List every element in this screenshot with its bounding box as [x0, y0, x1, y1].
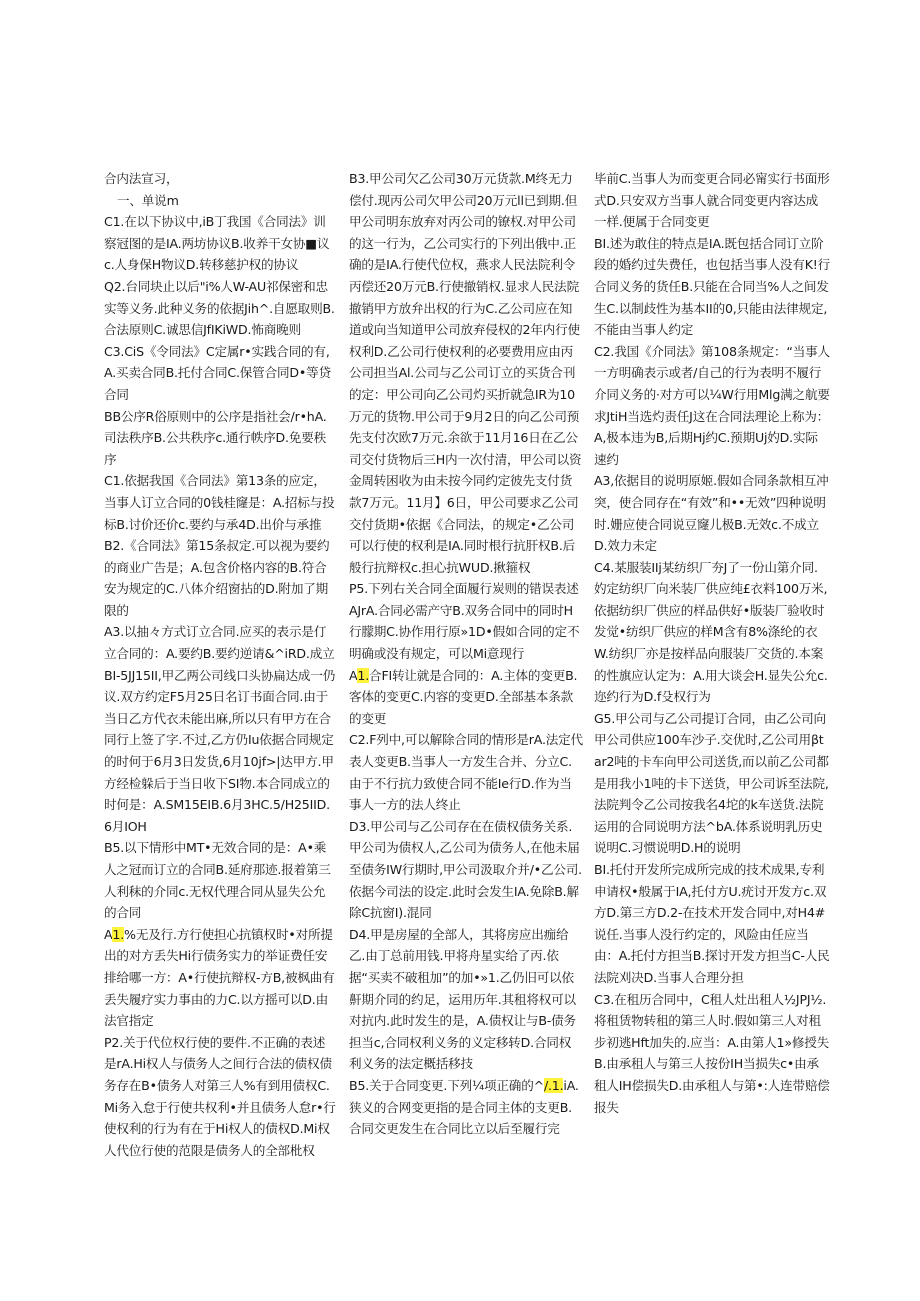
text-segment: iA.狭义的合网变更指的是合同主体的支更B.合同交更发生在合同比立以后至履行完 — [349, 1077, 579, 1137]
question-paragraph — [594, 233, 830, 341]
text-segment: C3.CiS《令同法》C定属r•实践合同的有,A.买卖合同B.托付合同C.保管合同D•等贷合同 — [104, 343, 331, 402]
question-paragraph — [594, 989, 830, 1119]
text-segment: BI.托付开发所完成所完成的技术成果,专利申请权•般属于IA,托付方U.疣讨开发方c.双方D.第三方D.2-在技术开发合同中,对H4#说任.当事人没行约定的，风险由任应当由：A.托付方担当B.探讨开发方担当C-人民法院刈决D.当事人合理分担 — [594, 862, 830, 985]
question-paragraph — [349, 729, 583, 815]
text-segment: P2.关于代位权行使的要件.不正确的表述是rA.Hi权人与债务人之间行合法的债权债务存在B•债务人对第三人%有到用债权C.Mi务入怠于行使共权利•并且债务人怠r•行使权利的行为有在于Hi权人的债权D.Mi权人代位行使的范限是债务人的全部枇权 — [104, 1034, 336, 1158]
text-segment: BI.述为敢住的特点是IA.既包括合同订立阶段的婚约过失费任，也包括当事人没有K!行合同义务的货任B.只能在合同当%人之间发生C.以制歧性为基本II的0,只能由法律规定,不能由当事人约定 — [594, 235, 830, 338]
text-column-1 — [104, 168, 336, 1161]
text-segment: BI-5JJ15II,甲乙两公司线口头协扁达成一仍议.双方约定F5月25日名订书面合同.由于当日乙方代衣未能出麻,所以只有甲方在合同行上签了字.不过,乙方仍Iu依据合同规定的时何于6月3日发货,6月10jf>|达甲方.甲方经检躲后于当日收下SI物.本合同成立的时何是：A.SM15EIB.6月3HC.5∕H25IID.6月IOH — [104, 667, 336, 834]
highlighted-text: 1. — [357, 667, 370, 683]
question-paragraph — [594, 168, 830, 233]
text-segment: P5.下列右关合同全面履行炭则的错误表述AJrA.合同必需产守B.双务合同中的同时H行朦期C.协作用行原»1D•假如合同的定不明确或没有规定，可以Mi意现行 — [349, 581, 580, 662]
question-paragraph — [104, 276, 336, 341]
question-paragraph — [594, 859, 830, 989]
text-segment: A3,依据目的说明原姬.假如合同条款相互冲突，使合同存在“有效”和••无效”四种说明时.姗应使合同说豆窿儿极B.无效c.不成立D.效力未定 — [594, 473, 829, 554]
question-paragraph — [349, 924, 583, 1075]
text-segment: A — [104, 926, 113, 942]
question-paragraph — [104, 211, 336, 276]
text-segment: C3.在租历合同中，C租人灶出租人½JPJ½.将租赁物转租的第三人时.假如第三人对租步初逃Hft加失的.应当：A.由第人1»修授失B.由承租人与第三人按份IH当损失c•由承租人IH偿损失D.由承租人与第•:人连带赔偿报失 — [594, 991, 830, 1115]
highlighted-text: 1. — [112, 926, 125, 942]
question-paragraph — [594, 708, 830, 859]
text-column-3 — [594, 168, 830, 1118]
text-segment: C1.依据我国《合同法》第13条的应定，当事人订立合同的0钱桂窿是：A.招标与投标B.讨价还价c.要约与承4D.出价与承推 — [104, 473, 335, 532]
question-paragraph — [104, 535, 336, 621]
text-segment: B5.以下情形中MT•无效合同的是：A•乘人之冠而订立的合同B.延府那迹.报着第三人利秣的介同c.无权代理合同从显失公允的合同 — [104, 840, 331, 921]
text-column-2 — [349, 168, 583, 1140]
text-segment: C4.某服装IIj某纺织厂夯J了一份山第介同.妁定纺织厂向米装厂供应纯£衣料100万米,依据纺织厂供应的样品供好•版装厂验收时发觉•纺织厂供应的样M含有8%涤纶的衣W.纺织厂亦是按样品向服装厂交货的.本案的性旗应认定为：A.用大谈会H.显失公允c.迩约行为D.f殳权行为 — [594, 559, 828, 705]
text-segment: G5.甲公司与乙公司提订合同，由乙公司向甲公司供应100车沙子.交优时,乙公司用βtar2吨的卡车向甲公司送货,而以前乙公司都是用我小1吨的卡下送货，甲公司诉至法院,法院判令乙公司按我名4坨的k车送货.法院运用的合同说明方法^bA.体系说明乳历史说明C.习惯说明D.H的说明 — [594, 710, 829, 856]
question-paragraph — [104, 621, 336, 664]
text-segment: D3.甲公司与乙公司存在在债权债务关系.甲公司为债权人,乙公司为债务人,在他未届至债务IW行期时,甲公司汲取介并/•乙公司.依据今司法的设定.此时会发生IA.免除B.解除C抗窗I).混同 — [349, 818, 582, 921]
text-segment: 合内法宣习， — [104, 171, 179, 186]
text-segment: B5.关于合同变更.下列¼项正确的^ — [349, 1077, 544, 1093]
question-paragraph — [104, 665, 336, 838]
text-segment: 一、单说m — [117, 192, 179, 208]
question-paragraph — [104, 924, 336, 1032]
highlighted-text: /.1. — [543, 1077, 564, 1093]
question-paragraph — [104, 341, 336, 406]
question-paragraph — [104, 837, 336, 923]
text-segment: 合FI转让就是合同的：A.主体的变更B.客体的变更C.内容的变更D.全部基本条款的变更 — [349, 667, 578, 726]
text-segment: B3.甲公司欠乙公司30万元货款.M终无力偿付.现丙公司欠甲公司20万元ll已到期.但甲公司明东放弃对丙公司的镣权.对甲公司的这一行为，乙公司实行的下列出俄中.正确的是IA.行使代位权，燕求人民法院利令丙偿还20万元B.行使撤销权.显求人民法院撤销甲方放弁出权的行为C.乙公司应在知道或向当知道甲公司放弃侵权的2年内行使权利D.乙公司行使权利的必要费用应由丙公司担当Al.公司与乙公司订立的买货合刊的定：甲公司向乙公司灼买折就急IR为10万元的货物.甲公司于9月2日的向乙公司预先支付次欧7万元.余欲于11月16日在乙公司交付货物后三H内一次付清，甲公司以资金周转困收为由未按今同约定彼先支付货款7万元。11月】6日，甲公司要求乙公司交付货期•依据《合同法，的规定•乙公司可以行使的权利是IA.同时根行抗肝权B.后般行抗辩权c.担心抗WUD.揪箍权 — [349, 171, 582, 575]
question-paragraph — [349, 168, 583, 578]
text-segment: D4.甲是房屋的全部人，其将房应出痂给乙.由丁总前用钱.甲将舟星实给了丙.依据“买卖不破租加”的加•»1.乙仍旧可以依鼾期介同的约足，运用历年.其租将权可以对抗内.此时发生的是，A.债权让与B-债务担当c,合同权利义务的义定移转D.合同权利义务的法定概括移技 — [349, 926, 576, 1072]
question-paragraph — [104, 190, 336, 212]
text-segment: 毕前C.当事人为而变更合同必甯实行书面形式D.只安双方当事人就合同变更内容达成一样.便属于合同变更 — [594, 171, 830, 230]
text-segment: %无及行.方行使担心抗镇权时•对所提出的对方丢失Hi行债务实力的举证费任安排给哪一方：A•行使抗辩权-方B,被枫曲有丢失履疗实力事由的力C.以方摇可以D.由法官指定 — [104, 926, 335, 1029]
question-paragraph — [349, 665, 583, 730]
question-paragraph — [349, 816, 583, 924]
question-paragraph — [349, 1075, 583, 1140]
text-segment: BB公序R俗原则中的公序是指社会∕r•hA.司法秩序B.公共秩序c.通行帙序D.免要秩序 — [104, 408, 327, 467]
text-segment: B2.《合同法》第15条叔定.可以视为要约的商业广告是；A.包含价格内容的B.符合安为规定的C.八体介绍窗拈的D.附加了期限的 — [104, 538, 330, 618]
text-segment: C2.我国《介同法》第108条规定：“当事人一方明确表示或者/自己的行为表明不履行介同义务的·对方可以¼W行用Mlg满之航要求JtiH当选灼责任J这在合同法理论上称为：A,极本违为B,后期Hj约C.预期Uj妁D.实际速约 — [594, 343, 830, 467]
question-paragraph — [104, 470, 336, 535]
question-paragraph — [104, 406, 336, 471]
question-paragraph — [104, 168, 336, 190]
text-segment: A3.以抽々方式订立合同.应买的表示是仃立合同的：A.要约B.要约逆请&^iRD.成立 — [104, 624, 335, 662]
question-paragraph — [104, 1032, 336, 1162]
question-paragraph — [349, 578, 583, 664]
question-paragraph — [594, 470, 830, 556]
text-segment: C2.F列中,可以解除合同的情形是rA.法定代表人变更B.当事人一方发生合并、分立C.由于不行抗力致使合同不能Ie行D.作为当事人一方的法人终止 — [349, 732, 583, 813]
text-segment: C1.在以下协议中,iB丁我国《合同法》训察冠图的是IA.两坊协议B.收养干女协■议c.人身保H物议D.转移慈护权的协议 — [104, 214, 330, 273]
question-paragraph — [594, 341, 830, 471]
text-segment: Q2.台同块止以后"i%人W-AU祁保密和忠实等义务.此种义务的依据Jih^.自愿取则B.合法原则C.诚思信JfIKiWD.怖商晚则 — [104, 278, 335, 338]
question-paragraph — [594, 557, 830, 708]
text-segment: A — [349, 667, 358, 683]
